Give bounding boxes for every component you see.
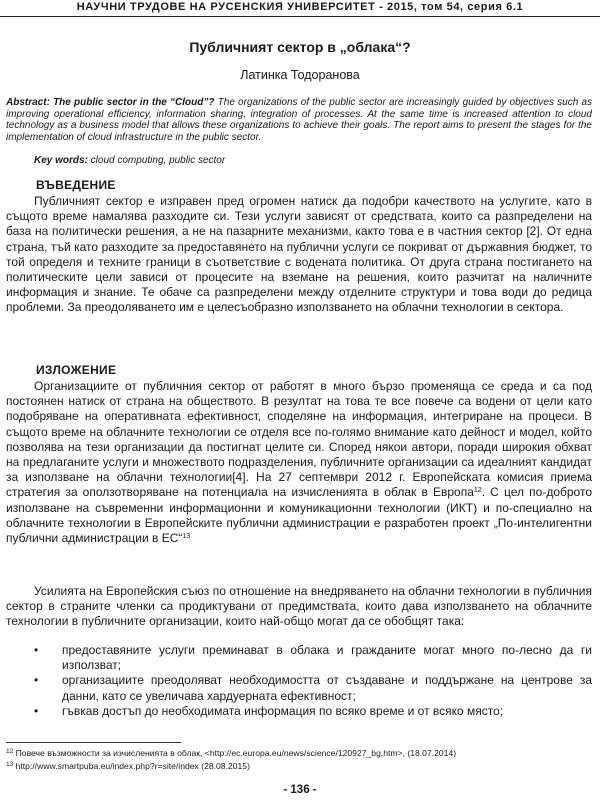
footnote-12 [6,746,592,759]
abstract-text: The organizations of the public sector are increasingly guided by objectives such as improving operational efficiency, information sharing, integration of processes. At the same time is increased attention to cloud technology as a business model that allows these organizations to achieve their goals. The report aims to present the stages for the implementation of cloud infrastructure in the public sector. [6,97,593,143]
article-title: Публичният сектор в „облака“? [189,39,411,55]
footnote-number: 13 [6,761,14,768]
introduction-paragraph: Публичният сектор е изправен пред огромен натиск да подобри качеството на услугите, като в същото време намалява разходите си. Тези услуги зависят от средствата, които са разпределени на база на политически решения, а не на пазарните механизми, както това е в частния сектор [2]. От една страна, тъй като разходите за предоставянето на публични услуги се покриват от държавния бюджет, то той определя и техните граници в съответствие с водената политика. От друга страна постигането на политическите цели зависи от процесите на вземане на решения, които разчитат на наличните информация и знание. Те обаче са разпределени между отделните структури и това води до редица проблеми. За преодоляването им е целесъобразно използването на облачни технологии в сектора. [6,194,592,315]
list-item-text: предоставяните услуги преминават в облака и гражданите могат много по-лесно да ги използват; [62,643,592,673]
advantages-list [6,643,592,719]
abstract [6,97,592,143]
footnote-text[interactable]: Повече възможности за изчисленията в облак, <http://ec.europa.eu/news/science/120927_bg.htm>, (18.07.2014) [15,748,457,758]
section-heading-introduction: ВЪВЕДЕНИЕ [36,178,116,192]
keywords [34,155,592,167]
footnote-number: 12 [6,748,14,755]
keywords-text: cloud computing, public sector [87,155,226,166]
list-item-text: организациите преодоляват необходимостта от създаване и поддържане на центрове за данни, като се увеличава хардуерната ефективност; [62,673,592,703]
footnote-separator [6,742,181,743]
keywords-label: Key words: [34,155,88,166]
footnote-13 [6,759,592,772]
exposition-paragraph-1-part-a: Организациите от публичния сектор от работят в много бързо променяща се среда и са под постоянен натиск от страна на обществото. В резултат на това те все повече са водени от цели като подобряване на оперативната ефективност, споделяне на информация, интегриране на процеси. В същото време на облачните технологии се отделя все по-голямо внимание като дейност и модел, който позволява на тези организации да постигнат целите си. Според някои автори, поради широкия обхват на предлаганите услуги и множеството подразделения, публичните организации са идеалният кандидат за използване на облачни технологии[4]. На 27 септември 2012 г. Европейската комисия приема стратегия за оползотворяване на потенциала на изчисленията в облак в Европа [6,379,592,500]
header-rule [0,16,600,17]
footnotes [6,746,592,772]
abstract-label: Abstract: The public sector in the “Cloud”? [6,97,215,108]
list-item-text: гъвкав достъп до необходимата информация по всяко време и от всяко място; [62,703,504,718]
bullet-icon: • [34,673,39,688]
article-author: Латинка Тодоранова [240,68,360,82]
footnote-text[interactable]: http://www.smartpuba.eu/index.php?r=site/index (28.08.2015) [15,761,250,771]
exposition-paragraph-2: Усилията на Европейския съюз по отношение на внедряването на облачни технологии в публичния сектор в страните членки са продиктувани от предимствата, които дава използването на облачните технологии в публичните организации, които най-общо могат да се обобщят така: [6,584,592,629]
footnote-ref-12[interactable]: 12 [473,487,482,495]
list-item [6,704,592,719]
exposition-paragraph-1-part-b: . С цел по-доброто използване на съвременни информационни и комуникационни технологии (ИКТ) и по-специално на облачните технологии в Европейските публични администрации е разработен проект „По-интелигентни публични администрации в ЕС“ [6,485,592,546]
bullet-icon: • [34,643,39,657]
running-header: НАУЧНИ ТРУДОВЕ НА РУСЕНСКИЯ УНИВЕРСИТЕТ - 2015, том 54, серия 6.1 [76,1,524,13]
list-item [6,673,592,703]
list-item [6,643,592,673]
exposition-paragraph-1 [6,379,592,546]
bullet-icon: • [34,703,39,718]
footnote-ref-13[interactable]: 13 [182,533,191,541]
page-number: - 136 - [283,784,317,796]
section-heading-exposition: ИЗЛОЖЕНИЕ [36,363,117,377]
